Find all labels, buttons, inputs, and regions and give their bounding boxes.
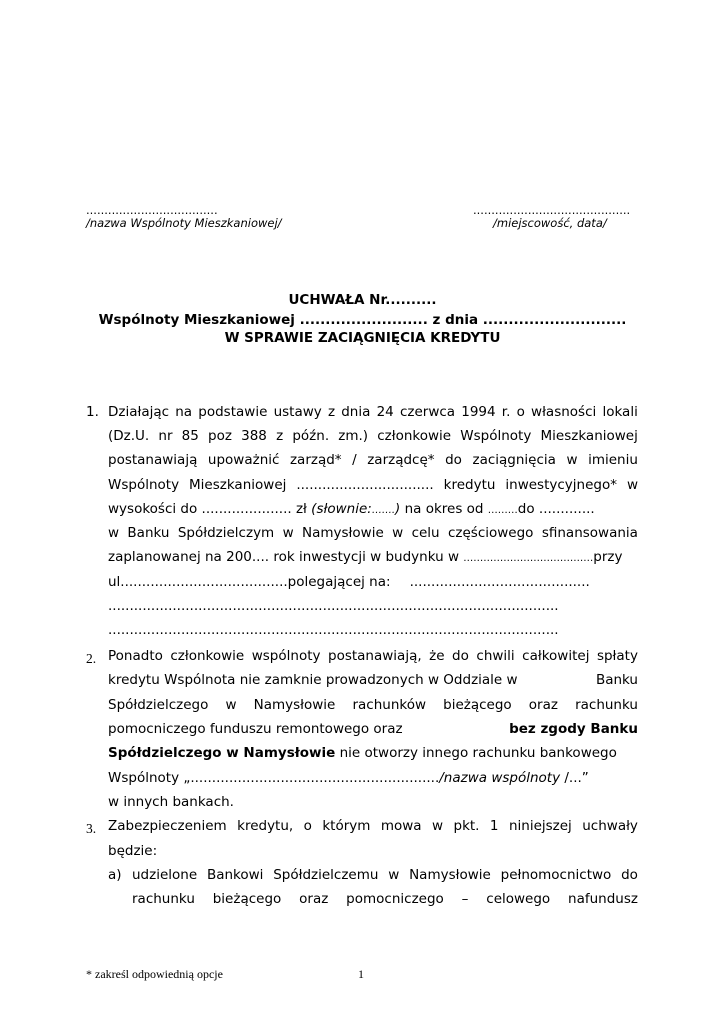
- sub-a-line-2: [132, 891, 638, 908]
- p1-line-3-text: postanawiają upoważnić zarząd* / zarządcę* do zaciągnięcia w imieniu: [108, 452, 638, 468]
- p2-line-3-text: Spółdzielczego w Namysłowie rachunków bieżącego oraz rachunku: [108, 697, 638, 713]
- p2-line-6: [108, 770, 589, 787]
- p1-line-4: [108, 477, 638, 494]
- p1-line-4-text: Wspólnoty Mieszkaniowej ................................ kredytu inwestycyjnego* w: [108, 477, 638, 493]
- resolution-subject: W SPRAWIE ZACIĄGNIĘCIA KREDYTU: [224, 330, 501, 346]
- p1-line-3: [108, 452, 638, 469]
- sub-a-line-2-text: rachunku bieżącego oraz pomocniczego – celowego nafundusz: [132, 891, 638, 907]
- p1-line-8: [108, 574, 590, 591]
- p2-l5-b: nie otworzy innego rachunku bankowego: [335, 745, 617, 761]
- p1-l8-a: ul.......................................polegającej na:: [108, 574, 391, 590]
- p1-l5-g: do .............: [517, 501, 595, 517]
- resolution-title: UCHWAŁA Nr..........: [288, 292, 437, 308]
- p2-line-7: w innych bankach.: [108, 794, 234, 810]
- p2-l4-a: pomocniczego funduszu remontowego oraz: [108, 721, 403, 737]
- p2-l2-b: Banku: [595, 672, 638, 688]
- p1-line-9: .........................................................................................................: [108, 598, 559, 614]
- item-number-3: 3.: [86, 821, 97, 836]
- p1-l5-f: ………: [487, 505, 518, 516]
- p1-l8-b: ..........................................: [409, 574, 590, 590]
- p3-line-1: [108, 818, 638, 835]
- p1-line-1-text: Działając na podstawie ustawy z dnia 24 czerwca 1994 r. o własności lokali: [108, 404, 638, 420]
- p2-l6-b: /nazwa wspólnoty: [439, 770, 561, 786]
- place-date-caption: /miejscowość, data/: [493, 216, 607, 230]
- sub-a-line-1: [132, 867, 638, 884]
- page-number: 1: [358, 967, 364, 981]
- p2-l2-a: kredytu Wspólnota nie zamknie prowadzonych w Oddziale w: [108, 672, 518, 688]
- p1-line-5: [108, 501, 595, 519]
- p2-line-1-text: Ponadto członkowie wspólnoty postanawiają, że do chwili całkowitej spłaty: [108, 648, 638, 664]
- p1-l5-c: …….: [371, 505, 395, 516]
- p2-line-4: [108, 721, 638, 738]
- p2-line-2: [108, 672, 638, 689]
- p1-line-10: .........................................................................................................: [108, 622, 559, 638]
- sub-item-a-label: a): [108, 867, 122, 883]
- p1-line-6: [108, 525, 638, 542]
- p1-line-1: [108, 404, 638, 421]
- p1-line-7: [108, 549, 623, 567]
- p1-l5-a: wysokości do ..................... zł: [108, 501, 312, 517]
- sub-a-line-1-text: udzielone Bankowi Spółdzielczemu w Namysłowie pełnomocnictwo do: [132, 867, 638, 883]
- item-number-2: 2.: [86, 651, 97, 666]
- p1-l7-b: …………………………………: [463, 553, 594, 564]
- place-date-placeholder-dots: ...........................................: [473, 203, 631, 217]
- p3-line-1-text: Zabezpieczeniem kredytu, o którym mowa w pkt. 1 niniejszej uchwały: [108, 818, 638, 834]
- p2-line-5: [108, 745, 617, 762]
- p1-line-2-text: (Dz.U. nr 85 poz 388 z późn. zm.) członkowie Wspólnoty Mieszkaniowej: [108, 428, 638, 444]
- p1-l5-e: na okres od: [400, 501, 488, 517]
- resolution-community-line: Wspólnoty Mieszkaniowej ......................... z dnia ............................: [98, 312, 627, 328]
- name-caption: /nazwa Wspólnoty Mieszkaniowej/: [86, 216, 282, 230]
- p1-line-6-text: w Banku Spółdzielczym w Namysłowie w celu częściowego sfinansowania: [108, 525, 638, 541]
- p2-line-1: [108, 648, 638, 665]
- footnote: * zakreśl odpowiednią opcje: [86, 967, 223, 981]
- p1-l5-b: (słownie:: [311, 501, 372, 517]
- p2-l4-b: bez zgody Banku: [509, 721, 638, 737]
- p1-l5-d: ): [395, 501, 401, 517]
- p2-l6-c: /...”: [560, 770, 589, 786]
- p2-line-3: [108, 697, 638, 714]
- p1-line-2: [108, 428, 638, 445]
- item-number-1: 1.: [86, 404, 99, 420]
- p2-l6-a: Wspólnoty „..........................................................: [108, 770, 440, 786]
- p3-line-2: będzie:: [108, 843, 158, 859]
- name-placeholder-dots: ....................................: [86, 203, 218, 217]
- p1-l7-a: zaplanowanej na 200.... rok inwestycji w budynku w: [108, 549, 464, 565]
- p1-l7-c: przy: [593, 549, 623, 565]
- p2-l5-a: Spółdzielczego w Namysłowie: [108, 745, 336, 761]
